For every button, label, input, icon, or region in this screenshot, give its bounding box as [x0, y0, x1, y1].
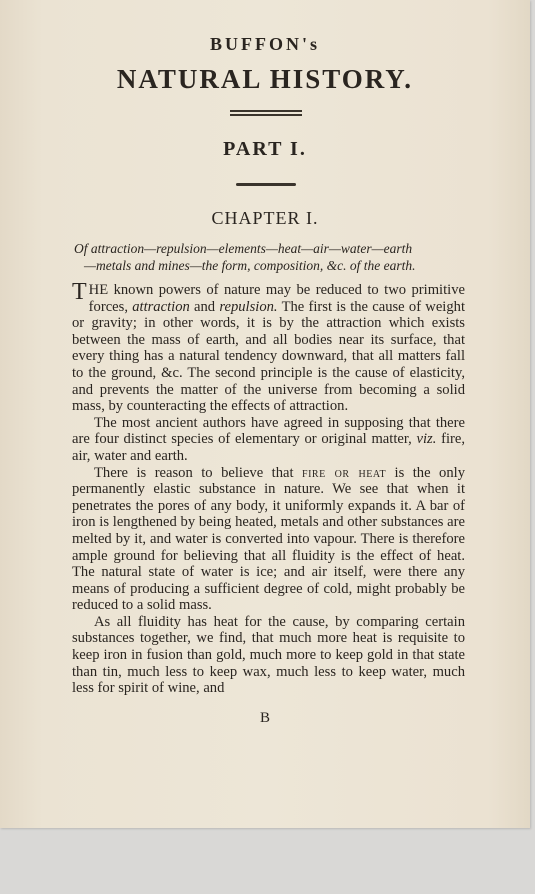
text-run: and: [189, 298, 220, 315]
paragraph-3: [72, 465, 465, 614]
summary-line-1: Of attraction—repulsion—elements—heat—air—water—earth: [74, 241, 413, 256]
paragraph-1: [72, 279, 466, 415]
chapter-summary: [74, 240, 466, 274]
double-rule-ornament: [230, 110, 302, 116]
drop-cap: T: [72, 279, 87, 305]
text-run: There is reason to believe that: [94, 464, 303, 481]
emphasis: repulsion.: [219, 298, 278, 315]
chapter-title: CHAPTER I.: [211, 208, 319, 228]
single-rule-ornament: [236, 183, 296, 186]
emphasis: attraction: [132, 298, 190, 315]
part-title: PART I.: [223, 138, 307, 160]
emphasis: viz.: [416, 431, 437, 448]
paragraph-4: As all fluidity has heat for the cause, by comparing certain substances together, we find, that much more heat is requisite to keep iron in fusion than gold, much more to keep gold in that state than tin, much less to keep wax, much less to keep water, much less for spirit of wine, and: [72, 613, 465, 697]
text-run: The most ancient authors have agreed in supposing that there are four distinct species of elementary or original matter,: [72, 414, 465, 448]
signature-mark: B: [259, 710, 270, 726]
body-text: [72, 279, 466, 697]
text-run: is the only permanently elastic substance in nature. We see that when it penetrates the pores of any body, it uniformly expands it. A bar of iron is lengthened by being heated, metals and other substances are melted by it, and water is converted into vapour. There is therefore ample ground for believing that all fluidity is the effect of heat. The natural state of water is ice; and air itself, were there any means of producing a sufficient degree of cold, might probably be reduced to a solid mass.: [72, 464, 465, 614]
text-run: The first is the cause of weight or gravity; in other words, it is by the attraction which exists between the mass of earth, and all bodies near its surface, that every thing has a natural tendency downward, that all matters fall to the ground, &c. The second principle is the cause of elasticity, and prevents the matter of the universe from becoming a solid mass, by counteracting the effects of attraction.: [72, 298, 466, 415]
text-run: HE known powers of nature may be reduced to two primitive forces,: [88, 282, 465, 315]
running-title: BUFFON's: [209, 34, 320, 54]
main-title: NATURAL HISTORY.: [116, 64, 414, 94]
small-caps-term: fire or heat: [302, 464, 387, 481]
paragraph-2: [72, 415, 465, 465]
text-run: fire, air, water and earth.: [72, 431, 465, 464]
summary-line-2: —metals and mines—the form, composition, &c. of the earth.: [84, 258, 416, 273]
